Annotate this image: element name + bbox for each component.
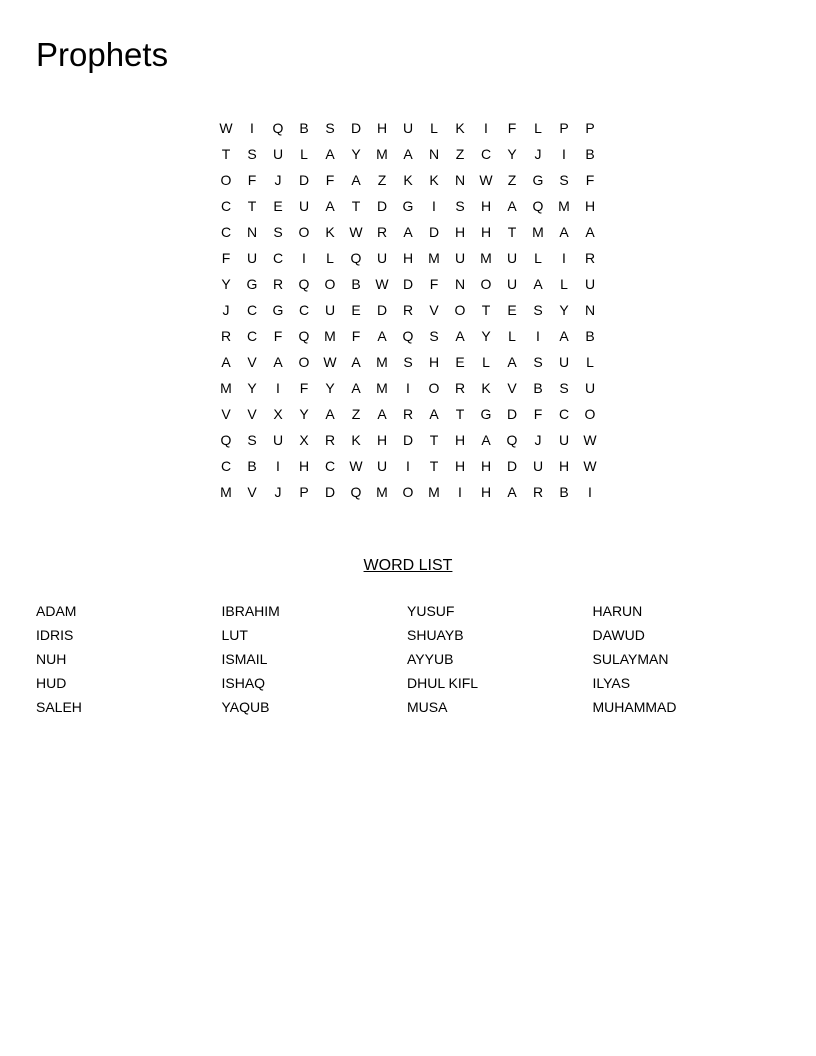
word-list-item: LUT bbox=[221, 627, 248, 643]
grid-letter: F bbox=[429, 276, 439, 292]
grid-letter: B bbox=[299, 120, 309, 136]
word-list-item: SALEH bbox=[36, 699, 82, 715]
grid-letter: J bbox=[222, 302, 230, 318]
grid-letter: H bbox=[558, 458, 570, 474]
grid-letter: W bbox=[479, 172, 493, 188]
grid-letter: I bbox=[276, 458, 280, 474]
grid-letter: I bbox=[484, 120, 488, 136]
grid-letter: O bbox=[402, 484, 414, 500]
grid-letter: R bbox=[272, 276, 284, 292]
grid-letter: I bbox=[562, 146, 566, 162]
grid-letter: F bbox=[273, 328, 283, 344]
grid-letter: A bbox=[377, 328, 387, 344]
grid-letter: R bbox=[376, 224, 388, 240]
grid-letter: S bbox=[559, 172, 569, 188]
grid-letter: I bbox=[458, 484, 462, 500]
grid-letter: M bbox=[428, 250, 440, 266]
grid-letter: D bbox=[298, 172, 310, 188]
grid-letter: O bbox=[584, 406, 596, 422]
grid-letter: A bbox=[429, 406, 439, 422]
grid-letter: U bbox=[298, 198, 310, 214]
word-list-item: DHUL KIFL bbox=[407, 675, 479, 691]
grid-letter: U bbox=[584, 380, 596, 396]
grid-letter: B bbox=[247, 458, 257, 474]
grid-letter: S bbox=[325, 120, 335, 136]
grid-letter: L bbox=[560, 276, 568, 292]
grid-row bbox=[213, 427, 603, 453]
grid-letter: H bbox=[480, 458, 492, 474]
grid-letter: F bbox=[533, 406, 543, 422]
grid-letter: Z bbox=[377, 172, 387, 188]
grid-letter: R bbox=[324, 432, 336, 448]
grid-letter: M bbox=[480, 250, 492, 266]
grid-letter: G bbox=[272, 302, 284, 318]
word-list-item: ADAM bbox=[36, 603, 77, 619]
grid-letter: O bbox=[428, 380, 440, 396]
grid-letter: S bbox=[247, 146, 257, 162]
grid-letter: Q bbox=[532, 198, 544, 214]
grid-letter: A bbox=[455, 328, 465, 344]
letter-grid bbox=[213, 115, 603, 505]
grid-letter: A bbox=[325, 146, 335, 162]
grid-row bbox=[213, 323, 603, 349]
grid-letter: M bbox=[220, 380, 232, 396]
word-list-item: YUSUF bbox=[407, 603, 455, 619]
grid-letter: K bbox=[351, 432, 361, 448]
word-list-item: HUD bbox=[36, 675, 67, 691]
grid-letter: Q bbox=[298, 328, 310, 344]
grid-letter: U bbox=[402, 120, 414, 136]
grid-letter: W bbox=[375, 276, 389, 292]
grid-letter: D bbox=[324, 484, 336, 500]
grid-letter: H bbox=[454, 432, 466, 448]
grid-letter: G bbox=[402, 198, 414, 214]
grid-letter: B bbox=[585, 328, 595, 344]
grid-letter: E bbox=[273, 198, 283, 214]
word-list-column bbox=[222, 599, 408, 719]
grid-letter: C bbox=[220, 458, 232, 474]
grid-letter: T bbox=[455, 406, 465, 422]
grid-letter: K bbox=[429, 172, 439, 188]
grid-letter: A bbox=[507, 484, 517, 500]
grid-letter: R bbox=[402, 302, 414, 318]
grid-letter: W bbox=[583, 458, 597, 474]
grid-letter: H bbox=[402, 250, 414, 266]
grid-letter: C bbox=[220, 198, 232, 214]
grid-letter: T bbox=[351, 198, 361, 214]
grid-letter: E bbox=[455, 354, 465, 370]
grid-letter: P bbox=[559, 120, 569, 136]
grid-letter: W bbox=[219, 120, 233, 136]
grid-letter: O bbox=[480, 276, 492, 292]
grid-letter: C bbox=[246, 328, 258, 344]
grid-letter: H bbox=[584, 198, 596, 214]
grid-letter: L bbox=[508, 328, 516, 344]
grid-letter: Z bbox=[455, 146, 465, 162]
grid-letter: C bbox=[324, 458, 336, 474]
grid-row bbox=[213, 271, 603, 297]
word-list-item: SULAYMAN bbox=[592, 651, 669, 667]
grid-letter: H bbox=[298, 458, 310, 474]
grid-letter: S bbox=[533, 302, 543, 318]
grid-letter: A bbox=[221, 354, 231, 370]
grid-letter: H bbox=[454, 458, 466, 474]
grid-letter: U bbox=[272, 432, 284, 448]
grid-letter: K bbox=[481, 380, 491, 396]
grid-letter: D bbox=[376, 302, 388, 318]
word-list-item: ISMAIL bbox=[221, 651, 268, 667]
grid-letter: A bbox=[481, 432, 491, 448]
word-list-item: YAQUB bbox=[221, 699, 270, 715]
grid-letter: A bbox=[377, 406, 387, 422]
grid-letter: A bbox=[559, 328, 569, 344]
grid-letter: H bbox=[480, 224, 492, 240]
grid-letter: L bbox=[430, 120, 438, 136]
grid-letter: L bbox=[534, 250, 542, 266]
grid-letter: G bbox=[532, 172, 544, 188]
grid-letter: W bbox=[323, 354, 337, 370]
grid-letter: B bbox=[533, 380, 543, 396]
grid-letter: U bbox=[532, 458, 544, 474]
grid-letter: I bbox=[406, 380, 410, 396]
grid-letter: D bbox=[428, 224, 440, 240]
grid-letter: M bbox=[220, 484, 232, 500]
grid-letter: U bbox=[272, 146, 284, 162]
grid-letter: V bbox=[507, 380, 517, 396]
word-list-item: HARUN bbox=[592, 603, 643, 619]
grid-letter: A bbox=[507, 198, 517, 214]
grid-letter: L bbox=[326, 250, 334, 266]
grid-letter: L bbox=[482, 354, 490, 370]
word-list-item: NUH bbox=[36, 651, 67, 667]
word-list-item: ISHAQ bbox=[221, 675, 266, 691]
word-list-item: ILYAS bbox=[592, 675, 631, 691]
grid-letter: P bbox=[299, 484, 309, 500]
grid-letter: I bbox=[250, 120, 254, 136]
grid-letter: M bbox=[376, 380, 388, 396]
grid-letter: M bbox=[376, 354, 388, 370]
grid-letter: T bbox=[429, 458, 439, 474]
grid-letter: T bbox=[429, 432, 439, 448]
grid-letter: Y bbox=[351, 146, 361, 162]
grid-letter: U bbox=[324, 302, 336, 318]
word-list-item: IDRIS bbox=[36, 627, 74, 643]
grid-letter: Q bbox=[402, 328, 414, 344]
grid-letter: W bbox=[349, 224, 363, 240]
grid-letter: I bbox=[536, 328, 540, 344]
grid-letter: N bbox=[584, 302, 596, 318]
grid-letter: D bbox=[376, 198, 388, 214]
grid-letter: B bbox=[559, 484, 569, 500]
page-title: Prophets bbox=[36, 36, 169, 73]
grid-letter: D bbox=[350, 120, 362, 136]
grid-row bbox=[213, 479, 603, 505]
grid-letter: C bbox=[480, 146, 492, 162]
grid-letter: F bbox=[221, 250, 231, 266]
grid-letter: M bbox=[376, 146, 388, 162]
word-list-item: IBRAHIM bbox=[221, 603, 280, 619]
grid-letter: D bbox=[402, 432, 414, 448]
grid-letter: I bbox=[432, 198, 436, 214]
grid-letter: F bbox=[247, 172, 257, 188]
grid-row bbox=[213, 401, 603, 427]
grid-letter: V bbox=[429, 302, 439, 318]
grid-letter: H bbox=[480, 484, 492, 500]
grid-letter: M bbox=[558, 198, 570, 214]
grid-letter: S bbox=[455, 198, 465, 214]
grid-letter: D bbox=[506, 406, 518, 422]
grid-letter: Q bbox=[220, 432, 232, 448]
word-list-column bbox=[593, 599, 779, 719]
grid-letter: K bbox=[325, 224, 335, 240]
grid-letter: K bbox=[455, 120, 465, 136]
grid-letter: W bbox=[349, 458, 363, 474]
grid-letter: O bbox=[298, 354, 310, 370]
grid-letter: Z bbox=[507, 172, 517, 188]
grid-letter: Y bbox=[247, 380, 257, 396]
word-list-column bbox=[407, 599, 593, 719]
grid-letter: G bbox=[246, 276, 258, 292]
word-list-column bbox=[36, 599, 222, 719]
word-list-item: MUSA bbox=[407, 699, 448, 715]
grid-letter: P bbox=[585, 120, 595, 136]
grid-letter: C bbox=[220, 224, 232, 240]
grid-letter: H bbox=[454, 224, 466, 240]
grid-letter: A bbox=[585, 224, 595, 240]
grid-letter: Y bbox=[221, 276, 231, 292]
grid-letter: I bbox=[406, 458, 410, 474]
grid-letter: N bbox=[428, 146, 440, 162]
grid-letter: O bbox=[324, 276, 336, 292]
grid-letter: Y bbox=[507, 146, 517, 162]
grid-letter: K bbox=[403, 172, 413, 188]
grid-letter: O bbox=[220, 172, 232, 188]
grid-letter: A bbox=[351, 380, 361, 396]
grid-letter: L bbox=[586, 354, 594, 370]
grid-letter: U bbox=[558, 432, 570, 448]
grid-letter: F bbox=[585, 172, 595, 188]
word-list-item: MUHAMMAD bbox=[592, 699, 677, 715]
grid-letter: S bbox=[429, 328, 439, 344]
grid-letter: H bbox=[376, 120, 388, 136]
grid-letter: H bbox=[376, 432, 388, 448]
grid-letter: Q bbox=[272, 120, 284, 136]
grid-letter: V bbox=[247, 484, 257, 500]
grid-letter: U bbox=[506, 276, 518, 292]
grid-letter: V bbox=[247, 406, 257, 422]
grid-letter: M bbox=[532, 224, 544, 240]
grid-letter: A bbox=[351, 354, 361, 370]
grid-row bbox=[213, 219, 603, 245]
grid-row bbox=[213, 141, 603, 167]
grid-letter: R bbox=[220, 328, 232, 344]
grid-letter: J bbox=[274, 484, 282, 500]
grid-row bbox=[213, 193, 603, 219]
grid-letter: M bbox=[324, 328, 336, 344]
grid-letter: F bbox=[325, 172, 335, 188]
grid-letter: S bbox=[403, 354, 413, 370]
grid-letter: H bbox=[428, 354, 440, 370]
grid-letter: A bbox=[403, 146, 413, 162]
grid-letter: V bbox=[221, 406, 231, 422]
grid-letter: U bbox=[584, 276, 596, 292]
grid-letter: T bbox=[481, 302, 491, 318]
grid-letter: B bbox=[585, 146, 595, 162]
grid-letter: V bbox=[247, 354, 257, 370]
grid-letter: G bbox=[480, 406, 492, 422]
grid-letter: A bbox=[351, 172, 361, 188]
grid-letter: T bbox=[507, 224, 517, 240]
grid-letter: C bbox=[558, 406, 570, 422]
grid-letter: Q bbox=[506, 432, 518, 448]
grid-letter: R bbox=[532, 484, 544, 500]
grid-letter: U bbox=[558, 354, 570, 370]
grid-letter: A bbox=[533, 276, 543, 292]
grid-letter: C bbox=[246, 302, 258, 318]
grid-letter: J bbox=[534, 146, 542, 162]
grid-letter: A bbox=[507, 354, 517, 370]
grid-row bbox=[213, 245, 603, 271]
grid-letter: X bbox=[273, 406, 283, 422]
grid-letter: R bbox=[584, 250, 596, 266]
grid-letter: I bbox=[276, 380, 280, 396]
word-list-item: AYYUB bbox=[407, 651, 454, 667]
grid-letter: L bbox=[300, 146, 308, 162]
grid-letter: I bbox=[302, 250, 306, 266]
grid-letter: I bbox=[562, 250, 566, 266]
grid-letter: Q bbox=[350, 250, 362, 266]
grid-letter: I bbox=[588, 484, 592, 500]
grid-letter: O bbox=[298, 224, 310, 240]
grid-letter: F bbox=[507, 120, 517, 136]
grid-letter: F bbox=[351, 328, 361, 344]
grid-letter: A bbox=[325, 406, 335, 422]
grid-letter: S bbox=[533, 354, 543, 370]
grid-letter: S bbox=[273, 224, 283, 240]
word-list-item: SHUAYB bbox=[407, 627, 464, 643]
grid-letter: W bbox=[583, 432, 597, 448]
word-list bbox=[36, 599, 780, 719]
grid-letter: J bbox=[534, 432, 542, 448]
grid-letter: F bbox=[299, 380, 309, 396]
grid-letter: A bbox=[403, 224, 413, 240]
grid-letter: B bbox=[351, 276, 361, 292]
grid-letter: M bbox=[428, 484, 440, 500]
grid-letter: T bbox=[221, 146, 231, 162]
grid-letter: N bbox=[454, 172, 466, 188]
grid-letter: O bbox=[454, 302, 466, 318]
grid-row bbox=[213, 349, 603, 375]
grid-letter: J bbox=[274, 172, 282, 188]
grid-letter: Y bbox=[481, 328, 491, 344]
grid-letter: U bbox=[454, 250, 466, 266]
grid-row bbox=[213, 167, 603, 193]
grid-letter: S bbox=[559, 380, 569, 396]
grid-letter: U bbox=[506, 250, 518, 266]
grid-letter: U bbox=[376, 250, 388, 266]
grid-letter: R bbox=[454, 380, 466, 396]
grid-letter: M bbox=[376, 484, 388, 500]
grid-letter: H bbox=[480, 198, 492, 214]
word-list-heading: WORD LIST bbox=[363, 557, 453, 574]
grid-letter: Q bbox=[350, 484, 362, 500]
grid-letter: N bbox=[454, 276, 466, 292]
grid-letter: T bbox=[247, 198, 257, 214]
word-list-item: DAWUD bbox=[592, 627, 645, 643]
grid-letter: A bbox=[273, 354, 283, 370]
grid-row bbox=[213, 453, 603, 479]
grid-letter: Y bbox=[325, 380, 335, 396]
grid-letter: Z bbox=[351, 406, 361, 422]
grid-letter: C bbox=[298, 302, 310, 318]
grid-letter: C bbox=[272, 250, 284, 266]
grid-letter: E bbox=[507, 302, 517, 318]
grid-row bbox=[213, 375, 603, 401]
grid-row bbox=[213, 115, 603, 141]
grid-letter: R bbox=[402, 406, 414, 422]
grid-letter: X bbox=[299, 432, 309, 448]
grid-letter: Y bbox=[559, 302, 569, 318]
grid-letter: L bbox=[534, 120, 542, 136]
grid-letter: U bbox=[376, 458, 388, 474]
grid-letter: Q bbox=[298, 276, 310, 292]
grid-letter: N bbox=[246, 224, 258, 240]
grid-letter: U bbox=[246, 250, 258, 266]
grid-row bbox=[213, 297, 603, 323]
grid-letter: D bbox=[402, 276, 414, 292]
grid-letter: D bbox=[506, 458, 518, 474]
grid-letter: E bbox=[351, 302, 361, 318]
grid-letter: S bbox=[247, 432, 257, 448]
grid-letter: A bbox=[325, 198, 335, 214]
grid-letter: Y bbox=[299, 406, 309, 422]
grid-letter: A bbox=[559, 224, 569, 240]
